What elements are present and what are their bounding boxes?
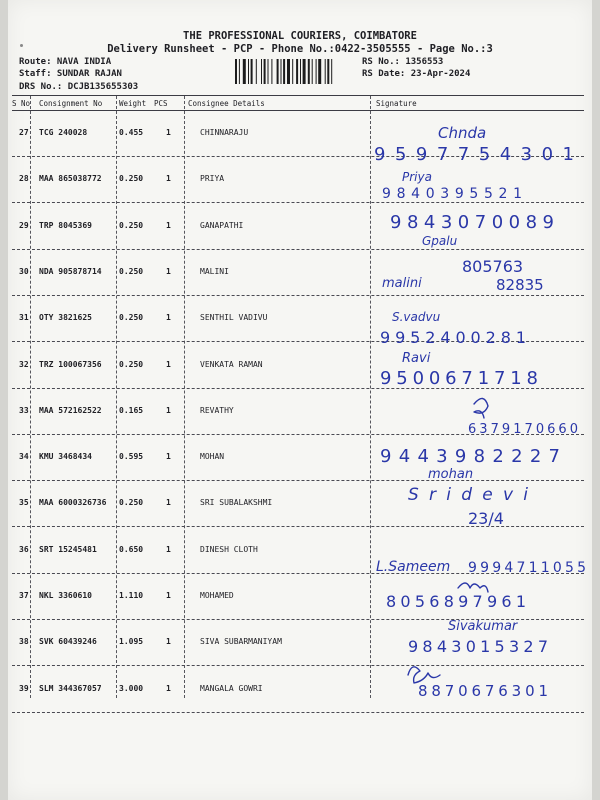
signature-30-name: malini (382, 276, 422, 291)
signature-31-phone: 9952400281 (380, 328, 526, 347)
rs-date: RS Date: 23-Apr-2024 (362, 69, 471, 79)
row-weight: 0.250 (119, 174, 144, 184)
table-row (8, 295, 592, 342)
row-consignment-number: TCG 240028 (39, 128, 88, 137)
barcode-bar (251, 59, 253, 84)
barcode-bar (316, 59, 317, 84)
barcode-bar (248, 59, 249, 84)
signature-29-phone: 9843070089 (390, 212, 554, 233)
barcode (235, 59, 361, 84)
barcode-bar (325, 59, 326, 84)
barcode-bar (308, 59, 310, 84)
signature-34-name: mohan (428, 467, 474, 482)
row-consignment-number: TRP 8045369 (39, 220, 92, 230)
row-weight: 3.000 (119, 683, 144, 693)
row-consignment-number: MAA 865038772 (39, 174, 102, 184)
barcode-bar (239, 59, 240, 84)
signature-33-phone: 6379170660 (468, 422, 578, 437)
row-sno: 32 (19, 359, 29, 369)
barcode-bar (296, 59, 298, 84)
row-consignment-number: SRT 15245481 (39, 544, 97, 554)
signature-32-name: Ravi (402, 351, 431, 366)
signature-35-name: Sridevi (408, 485, 528, 505)
row-weight: 0.250 (119, 266, 144, 276)
column-header-weight: Weight (119, 99, 147, 108)
column-header-consignment: Consignment No (39, 99, 103, 108)
row-consignee-name: SENTHIL VADIVU (200, 313, 268, 323)
row-sno: 38 (19, 637, 29, 647)
table-row (8, 434, 592, 481)
row-pcs: 1 (166, 637, 171, 647)
row-sno: 27 (19, 128, 29, 137)
row-consignment-number: MAA 6000326736 (39, 498, 107, 508)
row-weight: 0.250 (119, 313, 144, 323)
row-weight: 1.095 (119, 637, 144, 647)
row-consignee-name: GANAPATHI (200, 220, 244, 230)
row-consignee-name: MALINI (200, 266, 229, 276)
row-consignment-number: KMU 3468434 (39, 452, 92, 462)
row-sno: 37 (19, 591, 29, 600)
row-pcs: 1 (166, 359, 171, 369)
row-pcs: 1 (166, 174, 171, 184)
table-row (8, 203, 592, 250)
row-sno: 36 (19, 544, 29, 554)
table-row (8, 666, 592, 713)
row-sno: 29 (19, 220, 29, 230)
drs-number: DRS No.: DCJB135655303 (19, 82, 139, 92)
row-weight: 0.250 (119, 498, 144, 508)
column-header-signature: Signature (376, 99, 417, 108)
runsheet-subtitle: Delivery Runsheet - PCP - Phone No.:0422-3505555 - Page No.:3 (107, 43, 493, 55)
signature-38-phone: 9843015327 (408, 637, 548, 656)
row-pcs: 1 (166, 544, 171, 554)
barcode-bar (300, 59, 301, 84)
row-weight: 0.250 (119, 359, 144, 369)
row-consignee-name: REVATHY (200, 405, 234, 415)
row-consignee-name: MANGALA GOWRI (200, 683, 263, 693)
signature-34-phone: 9443982227 (380, 446, 560, 467)
table-row (8, 527, 592, 574)
barcode-bar (303, 59, 306, 84)
barcode-bar (256, 59, 257, 84)
row-pcs: 1 (166, 683, 171, 693)
barcode-bar (235, 59, 237, 84)
column-header-pcs: PCS (154, 99, 168, 108)
row-sno: 30 (19, 266, 29, 276)
barcode-bar (287, 59, 290, 84)
row-sno: 34 (19, 452, 29, 462)
table-row (8, 388, 592, 435)
row-sno: 35 (19, 498, 29, 508)
row-consignment-number: TRZ 100067356 (39, 359, 102, 369)
table-row (8, 156, 592, 203)
barcode-bar (261, 59, 262, 84)
row-weight: 0.650 (119, 544, 144, 554)
signature-28-phone: 9840395521 (382, 186, 522, 202)
barcode-bar (268, 59, 269, 84)
row-sno: 28 (19, 174, 29, 184)
row-pcs: 1 (166, 405, 171, 415)
row-weight: 0.595 (119, 452, 144, 462)
signature-30-phone-b: 82835 (496, 276, 544, 294)
row-divider (12, 712, 584, 713)
barcode-bar (264, 59, 266, 84)
signature-28-name: Priya (402, 170, 432, 184)
row-consignment-number: SLM 344367057 (39, 683, 102, 693)
signature-37-phone-a: 9994711055 (468, 560, 586, 576)
row-weight: 0.165 (119, 405, 144, 415)
barcode-bar (243, 59, 246, 84)
table-row (8, 249, 592, 296)
row-consignee-name: DINESH CLOTH (200, 544, 258, 554)
signature-38-name: Sivakumar (448, 619, 518, 634)
signature-39-phone: 8870676301 (418, 682, 548, 700)
row-consignment-number: NDA 905878714 (39, 266, 102, 276)
row-weight: 0.250 (119, 220, 144, 230)
row-consignment-number: OTY 3821625 (39, 313, 92, 323)
table-top-rule (12, 95, 584, 96)
barcode-bar (318, 59, 321, 84)
barcode-bar (292, 59, 293, 84)
signature-35-date: 23/4 (468, 509, 504, 528)
barcode-bar (277, 59, 279, 84)
row-sno: 31 (19, 313, 29, 323)
barcode-bar (312, 59, 313, 84)
table-row (8, 342, 592, 389)
signature-27-name: Chnda (438, 124, 487, 142)
row-consignee-name: VENKATA RAMAN (200, 359, 263, 369)
signature-29-name: Gpalu (422, 234, 458, 248)
signature-31-name: S.vadvu (392, 310, 441, 324)
row-sno: 39 (19, 683, 29, 693)
rs-number: RS No.: 1356553 (362, 57, 444, 67)
row-consignee-name: SIVA SUBARMANIYAM (200, 637, 282, 647)
row-consignment-number: MAA 572162522 (39, 405, 102, 415)
row-pcs: 1 (166, 220, 171, 230)
row-pcs: 1 (166, 128, 171, 137)
barcode-bar (271, 59, 272, 84)
signature-32-phone: 9500671718 (380, 368, 538, 389)
barcode-bar (281, 59, 282, 84)
column-header-consignee: Consignee Details (188, 99, 265, 108)
company-title: THE PROFESSIONAL COURIERS, COIMBATORE (183, 30, 417, 42)
staff-label: Staff: SUNDAR RAJAN (19, 69, 122, 79)
row-consignee-name: PRIYA (200, 174, 225, 184)
row-sno: 33 (19, 405, 29, 415)
row-pcs: 1 (166, 591, 171, 600)
row-pcs: 1 (166, 266, 171, 276)
signature-27-phone: 9597754301 (374, 144, 574, 165)
row-consignee-name: MOHAN (200, 452, 225, 462)
row-pcs: 1 (166, 452, 171, 462)
runsheet-page (8, 0, 592, 800)
signature-37-name: L.Sameem (376, 559, 451, 575)
row-pcs: 1 (166, 313, 171, 323)
barcode-bar (283, 59, 285, 84)
table-row (8, 573, 592, 620)
barcode-bar (331, 59, 332, 84)
row-weight: 1.110 (119, 591, 144, 600)
row-consignee-name: MOHAMED (200, 591, 234, 600)
route-label: Route: NAVA INDIA (19, 57, 112, 67)
table-row (8, 480, 592, 527)
row-pcs: 1 (166, 498, 171, 508)
barcode-bar (327, 59, 329, 84)
table-row (8, 619, 592, 666)
column-header-sno: S No (12, 99, 31, 108)
row-weight: 0.455 (119, 128, 144, 137)
row-consignment-number: SVK 60439246 (39, 637, 97, 647)
signature-37-phone-b: 8056897961 (386, 592, 526, 611)
row-consignee-name: CHINNARAJU (200, 128, 249, 137)
table-row (8, 110, 592, 157)
signature-30-phone-a: 805763 (462, 257, 524, 276)
row-consignment-number: NKL 3360610 (39, 591, 92, 600)
row-consignee-name: SRI SUBALAKSHMI (200, 498, 273, 508)
